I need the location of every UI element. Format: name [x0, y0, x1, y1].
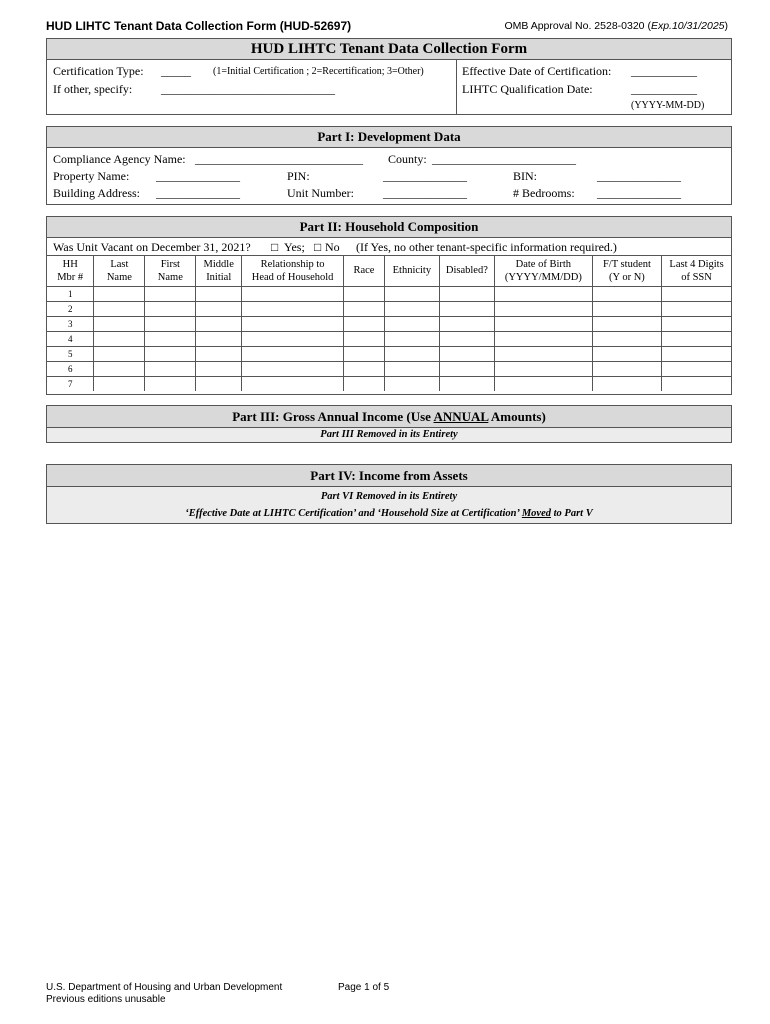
- table-cell[interactable]: [439, 301, 494, 316]
- table-cell[interactable]: [592, 331, 661, 346]
- table-cell[interactable]: [242, 376, 344, 391]
- table-cell[interactable]: [145, 286, 196, 301]
- table-cell[interactable]: [592, 376, 661, 391]
- table-cell[interactable]: [439, 286, 494, 301]
- table-cell[interactable]: [196, 346, 242, 361]
- building-address-label: Building Address:: [53, 186, 141, 200]
- omb-expiration: Exp.10/31/2025: [650, 20, 725, 32]
- column-header-4: Relationship to Head of Household: [242, 256, 344, 286]
- document-header: [46, 19, 732, 35]
- table-cell[interactable]: [384, 376, 439, 391]
- table-cell[interactable]: [344, 361, 385, 376]
- table-cell[interactable]: [439, 346, 494, 361]
- table-cell[interactable]: [592, 316, 661, 331]
- table-cell[interactable]: [494, 316, 592, 331]
- table-cell[interactable]: [196, 376, 242, 391]
- other-specify-field[interactable]: _____________________________: [161, 82, 335, 96]
- table-cell[interactable]: [662, 361, 731, 376]
- table-cell[interactable]: [145, 316, 196, 331]
- table-cell[interactable]: [662, 376, 731, 391]
- table-cell[interactable]: [94, 286, 145, 301]
- form-title: HUD LIHTC Tenant Data Collection Form: [47, 39, 731, 60]
- vacant-no-checkbox[interactable]: □: [314, 240, 322, 254]
- footer-agency: U.S. Department of Housing and Urban Development: [46, 982, 283, 993]
- table-cell[interactable]: [439, 361, 494, 376]
- part1-title: Part I: Development Data: [47, 127, 731, 148]
- table-cell[interactable]: [242, 286, 344, 301]
- county-label: County:: [388, 152, 427, 166]
- vacancy-question: Was Unit Vacant on December 31, 2021?: [53, 240, 251, 254]
- column-header-0: HH Mbr #: [47, 256, 94, 286]
- table-cell[interactable]: [94, 346, 145, 361]
- table-cell[interactable]: [384, 301, 439, 316]
- table-cell[interactable]: [344, 286, 385, 301]
- table-cell[interactable]: [344, 376, 385, 391]
- footer-editions: Previous editions unusable: [46, 994, 166, 1005]
- column-header-1: Last Name: [94, 256, 145, 286]
- bin-label: BIN:: [513, 169, 537, 183]
- building-address-field[interactable]: ______________: [156, 186, 240, 200]
- table-cell[interactable]: [662, 286, 731, 301]
- certification-section: [46, 38, 732, 115]
- column-header-2: First Name: [145, 256, 196, 286]
- vacant-yes-checkbox[interactable]: □: [271, 240, 279, 254]
- table-row: [47, 376, 731, 391]
- other-specify-label: If other, specify:: [53, 82, 133, 96]
- table-cell[interactable]: [242, 316, 344, 331]
- member-number: 4: [47, 331, 94, 346]
- table-row: [47, 301, 731, 316]
- qualification-date-field[interactable]: ___________: [631, 82, 697, 96]
- table-cell[interactable]: [344, 331, 385, 346]
- table-cell[interactable]: [94, 301, 145, 316]
- table-cell[interactable]: [384, 331, 439, 346]
- table-cell[interactable]: [592, 301, 661, 316]
- table-cell[interactable]: [384, 316, 439, 331]
- column-header-9: F/T student (Y or N): [592, 256, 661, 286]
- table-row: [47, 286, 731, 301]
- column-header-7: Disabled?: [439, 256, 494, 286]
- cert-type-field[interactable]: _____: [161, 64, 191, 78]
- table-cell[interactable]: [439, 316, 494, 331]
- part1-development-data: [46, 126, 732, 205]
- part4-title: Part IV: Income from Assets: [47, 465, 731, 487]
- document-title: HUD LIHTC Tenant Data Collection Form (HUD-52697): [46, 19, 352, 33]
- cert-type-label: Certification Type:: [53, 64, 144, 78]
- part3-removed-note: Part III Removed in its Entirety: [47, 428, 731, 442]
- page-number: Page 1 of 5: [338, 982, 390, 993]
- part4-moved-note: ‘Effective Date at LIHTC Certification’ and ‘Household Size at Certification’ Moved to Part V: [185, 508, 593, 519]
- column-header-5: Race: [344, 256, 385, 286]
- table-cell[interactable]: [494, 376, 592, 391]
- effective-date-field[interactable]: ___________: [631, 64, 697, 78]
- cert-type-options: (1=Initial Certification ; 2=Recertification; 3=Other): [213, 66, 424, 77]
- table-cell[interactable]: [344, 346, 385, 361]
- property-name-label: Property Name:: [53, 169, 130, 183]
- member-number: 1: [47, 286, 94, 301]
- member-number: 2: [47, 301, 94, 316]
- table-cell[interactable]: [242, 346, 344, 361]
- pin-field[interactable]: ______________: [383, 169, 467, 183]
- table-cell[interactable]: [145, 301, 196, 316]
- part3-gross-income: [46, 405, 732, 443]
- table-cell[interactable]: [242, 301, 344, 316]
- table-cell[interactable]: [592, 361, 661, 376]
- part2-household-composition: [46, 216, 732, 395]
- vacancy-question-row: [47, 238, 731, 256]
- table-cell[interactable]: [384, 361, 439, 376]
- table-cell[interactable]: [145, 331, 196, 346]
- table-cell[interactable]: [196, 361, 242, 376]
- table-cell[interactable]: [344, 316, 385, 331]
- table-cell[interactable]: [494, 346, 592, 361]
- table-cell[interactable]: [439, 376, 494, 391]
- part4-income-assets: [46, 464, 732, 524]
- table-cell[interactable]: [494, 361, 592, 376]
- table-cell[interactable]: [242, 331, 344, 346]
- property-name-field[interactable]: ______________: [156, 169, 240, 183]
- table-cell[interactable]: [94, 331, 145, 346]
- table-cell[interactable]: [494, 286, 592, 301]
- table-cell[interactable]: [94, 376, 145, 391]
- part4-notes: [47, 487, 731, 523]
- table-cell[interactable]: [494, 331, 592, 346]
- member-number: 7: [47, 376, 94, 391]
- table-cell[interactable]: [196, 331, 242, 346]
- table-cell[interactable]: [662, 316, 731, 331]
- table-cell[interactable]: [145, 361, 196, 376]
- bin-field[interactable]: ______________: [597, 169, 681, 183]
- household-table: [47, 256, 731, 391]
- member-number: 5: [47, 346, 94, 361]
- table-cell[interactable]: [384, 286, 439, 301]
- bedrooms-field[interactable]: ______________: [597, 186, 681, 200]
- column-header-3: Middle Initial: [196, 256, 242, 286]
- column-header-10: Last 4 Digits of SSN: [662, 256, 731, 286]
- qualification-date-label: LIHTC Qualification Date:: [462, 82, 593, 96]
- table-cell[interactable]: [592, 346, 661, 361]
- vacant-yes-label: Yes;: [284, 240, 305, 254]
- table-row: [47, 316, 731, 331]
- table-cell[interactable]: [662, 331, 731, 346]
- agency-label: Compliance Agency Name:: [53, 152, 186, 166]
- vacant-no-label: No: [325, 240, 340, 254]
- certification-type-panel: [47, 60, 457, 115]
- omb-approval: OMB Approval No. 2528-0320 (Exp.10/31/2025): [504, 20, 728, 32]
- table-cell[interactable]: [662, 346, 731, 361]
- table-cell[interactable]: [592, 286, 661, 301]
- unit-number-label: Unit Number:: [287, 186, 354, 200]
- table-cell[interactable]: [145, 346, 196, 361]
- table-cell[interactable]: [242, 361, 344, 376]
- table-row: [47, 331, 731, 346]
- effective-date-label: Effective Date of Certification:: [462, 64, 612, 78]
- table-row: [47, 346, 731, 361]
- member-number: 6: [47, 361, 94, 376]
- part3-title: Part III: Gross Annual Income (Use ANNUAL Amounts): [47, 406, 731, 428]
- table-cell[interactable]: [94, 316, 145, 331]
- part2-title: Part II: Household Composition: [47, 217, 731, 238]
- table-cell[interactable]: [344, 301, 385, 316]
- member-number: 3: [47, 316, 94, 331]
- pin-label: PIN:: [287, 169, 310, 183]
- table-cell[interactable]: [196, 316, 242, 331]
- column-header-8: Date of Birth (YYYY/MM/DD): [494, 256, 592, 286]
- household-table-header: [47, 256, 731, 286]
- vacancy-note: (If Yes, no other tenant-specific information required.): [356, 240, 617, 254]
- table-cell[interactable]: [145, 376, 196, 391]
- table-cell[interactable]: [662, 301, 731, 316]
- column-header-6: Ethnicity: [384, 256, 439, 286]
- agency-field[interactable]: ____________________________: [195, 152, 363, 166]
- table-row: [47, 361, 731, 376]
- table-cell[interactable]: [94, 361, 145, 376]
- bedrooms-label: # Bedrooms:: [513, 186, 575, 200]
- county-field[interactable]: ________________________: [432, 152, 576, 166]
- unit-number-field[interactable]: ______________: [383, 186, 467, 200]
- date-format-hint: (YYYY-MM-DD): [631, 100, 705, 111]
- table-cell[interactable]: [439, 331, 494, 346]
- table-cell[interactable]: [196, 286, 242, 301]
- table-cell[interactable]: [494, 301, 592, 316]
- part4-removed-note: Part VI Removed in its Entirety: [320, 491, 458, 502]
- table-cell[interactable]: [196, 301, 242, 316]
- table-cell[interactable]: [384, 346, 439, 361]
